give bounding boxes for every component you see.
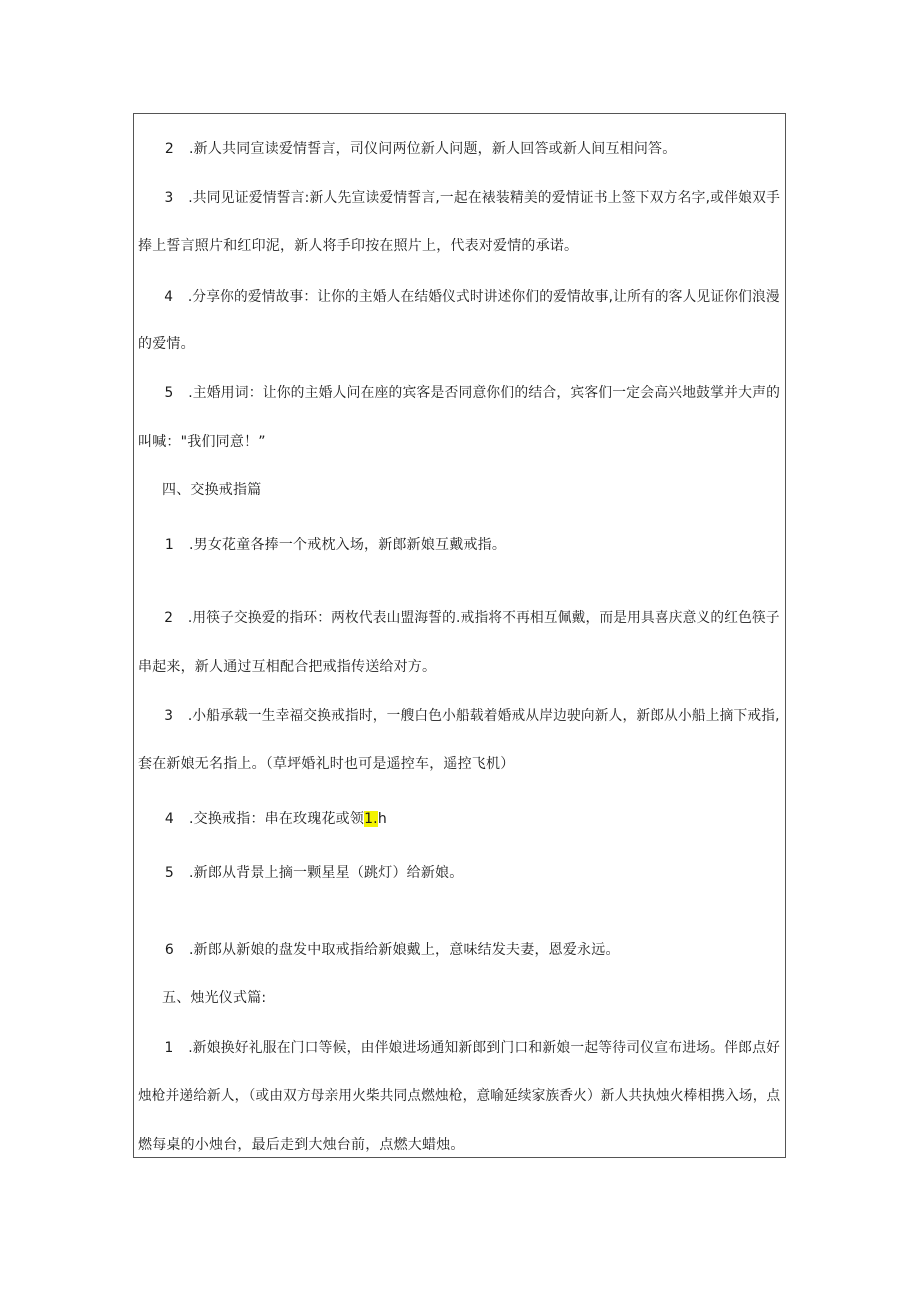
item-text: .共同见证爱情誓言:新人先宣读爱情誓言,一起在裱装精美的爱情证书上签下双方名字,或伴娘双手 [188,190,781,206]
item-text: 捧上誓言照片和红印泥，新人将手印按在照片上，代表对爱情的承诺。 [138,238,579,254]
item-text: .新郎从新娘的盘发中取戒指给新娘戴上，意味结发夫妻，恩爱永远。 [189,942,620,958]
item-number: 5 [164,385,174,401]
continuation-line [138,657,436,677]
item-text: .男女花童各捧一个戒枕入场，新郎新娘互戴戒指。 [189,537,507,553]
continuation-line [138,1086,780,1106]
item-text: .主婚用词：让你的主婚人问在座的宾客是否同意你们的结合，宾客们一定会高兴地鼓掌并大声的 [188,385,781,401]
item-text: .新人共同宣读爱情誓言，司仪问两位新人问题，新人回答或新人间互相问答。 [189,141,677,157]
item-number: 3 [164,708,174,724]
list-item [138,706,780,726]
continuation-line [138,1135,465,1155]
list-item [138,188,780,208]
item-number: 6 [164,942,174,958]
list-item [138,535,506,555]
item-text: 套在新娘无名指上。（草坪婚礼时也可是遥控车，遥控飞机） [138,756,515,772]
item-text: .新娘换好礼服在门口等候，由伴娘进场通知新郎到门口和新娘一起等待司仪宣布进场。伴郎点好 [188,1040,781,1056]
item-number: 4 [164,811,174,827]
continuation-line [138,432,266,452]
list-item [138,863,463,883]
heading-text: 五、烛光仪式篇: [162,990,267,1006]
item-text: .小船承载一生幸福交换戒指时，一艘白色小船载着婚戒从岸边驶向新人，新郎从小船上摘下戒指, [187,708,780,724]
item-text: .分享你的爱情故事：让你的主婚人在结婚仪式时讲述你们的爱情故事,让所有的客人见证你们浪漫 [187,289,780,305]
item-text: 叫喊："我们同意！” [138,434,266,450]
item-text: .用筷子交换爱的指环：两枚代表山盟海誓的.戒指将不再相互佩戴，而是用具喜庆意义的红色筷子 [187,610,780,626]
section-heading [162,480,261,500]
list-item [138,1038,780,1058]
item-number: 4 [164,289,174,305]
item-text: 串起来，新人通过互相配合把戒指传送给对方。 [138,659,437,675]
heading-text: 四、交换戒指篇 [162,482,262,498]
item-text-tail: h [377,811,387,827]
item-text: 燃每桌的小烛台，最后走到大烛台前，点燃大蜡烛。 [138,1137,465,1153]
item-text: 烛枪并递给新人，（或由双方母亲用火柴共同点燃烛枪，意喻延续家族香火）新人共执烛火棒相携入场，点 [138,1088,781,1104]
item-text: .交换戒指：串在玫瑰花或领 [189,811,365,827]
item-number: 1 [164,1040,174,1056]
item-number: 3 [164,190,174,206]
list-item [138,940,620,960]
continuation-line [138,236,578,256]
highlighted-text: 1. [364,811,378,827]
continuation-line [138,754,514,774]
item-text: 的爱情。 [138,336,195,352]
item-number: 5 [164,865,174,881]
section-heading [162,988,266,1008]
item-number: 2 [164,141,174,157]
list-item [138,383,780,403]
list-item [138,809,387,829]
item-number: 1 [164,537,174,553]
item-text: .新郎从背景上摘一颗星星（跳灯）给新娘。 [189,865,464,881]
continuation-line [138,334,195,354]
item-number: 2 [164,610,174,626]
list-item [138,287,780,307]
list-item [138,139,676,159]
list-item [138,608,780,628]
